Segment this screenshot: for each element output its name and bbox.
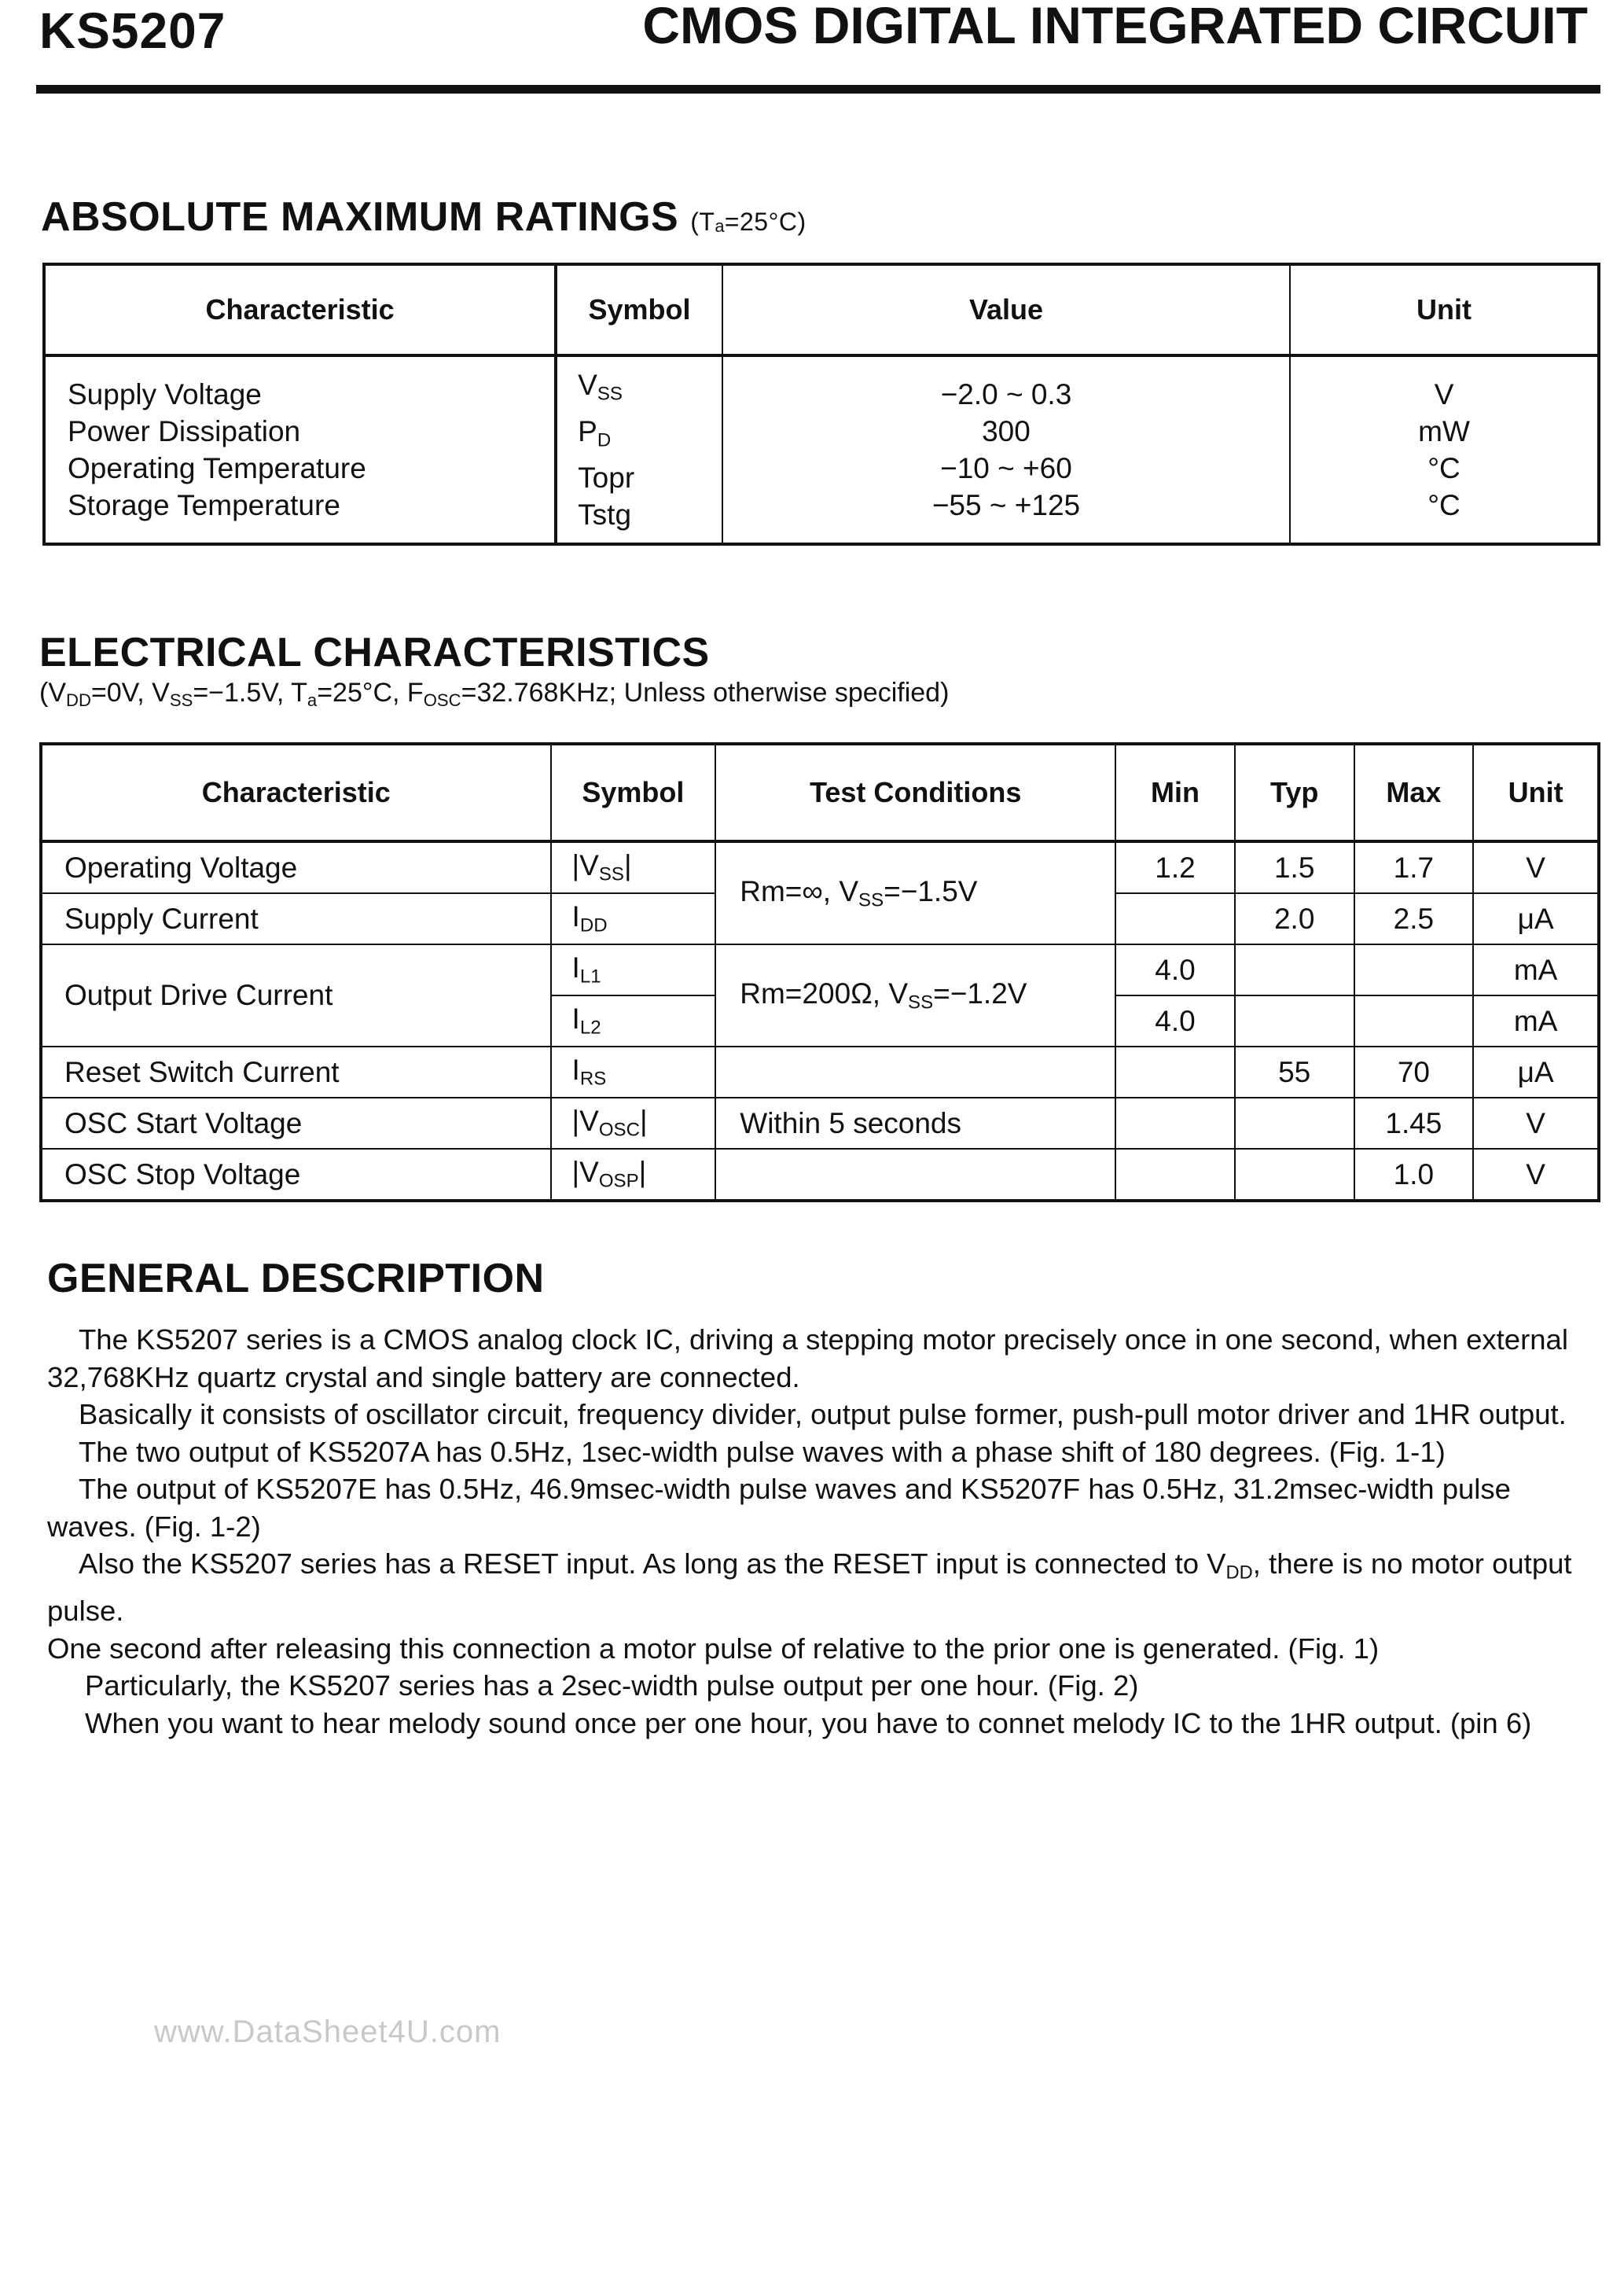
symbol-cell: $|V_{OSP}|$ — [551, 1149, 716, 1201]
amr-section-title — [41, 193, 806, 241]
column-header: Symbol — [556, 264, 722, 355]
max-cell — [1354, 995, 1474, 1047]
table-header-row — [44, 264, 1599, 355]
test-conditions-cell: Rm=∞, $V_{SS}=-1.5V$ — [715, 841, 1115, 944]
typ-cell — [1235, 944, 1354, 995]
min-cell — [1115, 1098, 1235, 1149]
ec-section-title: ELECTRICAL CHARACTERISTICS — [39, 630, 710, 675]
typ-cell: 55 — [1235, 1047, 1354, 1098]
cell-text: Storage Temperature — [68, 489, 340, 521]
max-cell: 1.0 — [1354, 1149, 1474, 1201]
cell-text: −55 ~ +125 — [931, 489, 1081, 521]
paragraph: When you want to hear melody sound once per one hour, you have to connet melody IC to the 1HR output. (pin 6) — [85, 1706, 1532, 1739]
typ-cell — [1235, 995, 1354, 1047]
amr-title-text: ABSOLUTE MAXIMUM RATINGS — [41, 194, 679, 240]
symbol-cell: $I_{L1}$ — [551, 944, 716, 995]
characteristic-cell: Output Drive Current — [41, 944, 551, 1047]
column-header: Test Conditions — [715, 744, 1115, 841]
table-row — [44, 355, 1599, 544]
symbol-text: Topr — [578, 461, 635, 494]
test-conditions-cell — [715, 1149, 1115, 1201]
unit-cell: μA — [1473, 1047, 1599, 1098]
max-cell: 2.5 — [1354, 893, 1474, 944]
test-conditions-cell: Within 5 seconds — [715, 1098, 1115, 1149]
column-header: Value — [722, 264, 1290, 355]
cell-text: Supply Voltage — [68, 378, 262, 410]
characteristic-cell: OSC Start Voltage — [41, 1098, 551, 1149]
watermark-link[interactable]: www.DataSheet4U.com — [154, 2015, 502, 2049]
symbol-cell: $I_{L2}$ — [551, 995, 716, 1047]
cell-text: V — [1434, 378, 1454, 410]
paragraph: One second after releasing this connection a motor pulse of relative to the prior one is generated. (Fig. 1) — [47, 1632, 1380, 1665]
symbol-cell: $|V_{OSC}|$ — [551, 1098, 716, 1149]
cell-text: °C — [1427, 489, 1460, 521]
column-header: Unit — [1290, 264, 1599, 355]
typ-cell: 2.0 — [1235, 893, 1354, 944]
symbol-text: Tstg — [578, 498, 632, 531]
amr-title-note: (Tₐ=25°C) — [690, 208, 806, 236]
characteristic-cell — [44, 355, 556, 544]
paragraph: Particularly, the KS5207 series has a 2sec-width pulse output per one hour. (Fig. 2) — [85, 1669, 1139, 1702]
test-conditions-cell: Rm=200Ω, $V_{SS}=-1.2V$ — [715, 944, 1115, 1047]
absolute-maximum-ratings-table — [42, 263, 1600, 546]
cell-text: 300 — [982, 415, 1031, 447]
column-header: Unit — [1473, 744, 1599, 841]
symbol-cell: $|V_{SS}|$ — [551, 841, 716, 893]
characteristic-cell: Operating Voltage — [41, 841, 551, 893]
unit-cell: mA — [1473, 944, 1599, 995]
characteristic-cell: Supply Current — [41, 893, 551, 944]
electrical-characteristics-table — [39, 742, 1600, 1202]
unit-cell: V — [1473, 1098, 1599, 1149]
cell-text: °C — [1427, 452, 1460, 484]
typ-cell — [1235, 1098, 1354, 1149]
symbol-cell: $I_{DD}$ — [551, 893, 716, 944]
header-rule — [36, 85, 1600, 94]
table-row — [41, 1098, 1599, 1149]
cell-text: Operating Temperature — [68, 452, 366, 484]
paragraph: The KS5207 series is a CMOS analog clock IC, driving a stepping motor precisely once in one second, when external 32,768KHz quartz crystal and single battery are connected. — [47, 1323, 1568, 1393]
characteristic-cell: Reset Switch Current — [41, 1047, 551, 1098]
symbol-text: $V_{SS}$ — [578, 369, 623, 405]
ec-conditions: ($V_{DD}=0V$, $V_{SS}=-1.5V$, $T_a=25^\circ C$, $F_{OSC}=32.768KHz$; Unless otherwise specified) — [39, 678, 950, 711]
max-cell: 1.7 — [1354, 841, 1474, 893]
unit-cell — [1290, 355, 1599, 544]
max-cell — [1354, 944, 1474, 995]
unit-cell: V — [1473, 1149, 1599, 1201]
cell-text: −10 ~ +60 — [940, 452, 1072, 484]
min-cell: 4.0 — [1115, 944, 1235, 995]
column-header: Min — [1115, 744, 1235, 841]
general-description-title: GENERAL DESCRIPTION — [47, 1256, 545, 1301]
table-row — [41, 1047, 1599, 1098]
column-header: Typ — [1235, 744, 1354, 841]
document-title: CMOS DIGITAL INTEGRATED CIRCUIT — [642, 0, 1588, 54]
symbol-cell: $I_{RS}$ — [551, 1047, 716, 1098]
cell-text: Power Dissipation — [68, 415, 301, 447]
column-header: Symbol — [551, 744, 716, 841]
min-cell: 4.0 — [1115, 995, 1235, 1047]
cell-text: −2.0 ~ 0.3 — [940, 378, 1072, 410]
min-cell — [1115, 1149, 1235, 1201]
unit-cell: mA — [1473, 995, 1599, 1047]
column-header: Max — [1354, 744, 1474, 841]
max-cell: 1.45 — [1354, 1098, 1474, 1149]
paragraph: Also the KS5207 series has a RESET input. As long as the RESET input is connected to $V_{DD}$, there is no motor output pulse. — [47, 1547, 1572, 1628]
unit-cell: V — [1473, 841, 1599, 893]
symbol-cell — [556, 355, 722, 544]
part-number: KS5207 — [39, 2, 226, 59]
test-conditions-cell — [715, 1047, 1115, 1098]
paragraph: The two output of KS5207A has 0.5Hz, 1sec-width pulse waves with a phase shift of 180 degrees. (Fig. 1-1) — [79, 1435, 1446, 1468]
unit-cell: μA — [1473, 893, 1599, 944]
general-description-body — [47, 1321, 1604, 1742]
typ-cell — [1235, 1149, 1354, 1201]
paragraph: Basically it consists of oscillator circuit, frequency divider, output pulse former, push-pull motor driver and 1HR output. — [79, 1398, 1567, 1430]
table-row — [41, 841, 1599, 893]
max-cell: 70 — [1354, 1047, 1474, 1098]
paragraph: The output of KS5207E has 0.5Hz, 46.9msec-width pulse waves and KS5207F has 0.5Hz, 31.2msec-width pulse waves. (Fig. 1-2) — [47, 1473, 1511, 1543]
symbol-text: $P_D$ — [578, 415, 612, 451]
min-cell — [1115, 893, 1235, 944]
table-row — [41, 944, 1599, 995]
min-cell: 1.2 — [1115, 841, 1235, 893]
characteristic-cell: OSC Stop Voltage — [41, 1149, 551, 1201]
typ-cell: 1.5 — [1235, 841, 1354, 893]
min-cell — [1115, 1047, 1235, 1098]
column-header: Characteristic — [41, 744, 551, 841]
column-header: Characteristic — [44, 264, 556, 355]
cell-text: mW — [1418, 415, 1470, 447]
table-row — [41, 1149, 1599, 1201]
value-cell — [722, 355, 1290, 544]
table-header-row — [41, 744, 1599, 841]
